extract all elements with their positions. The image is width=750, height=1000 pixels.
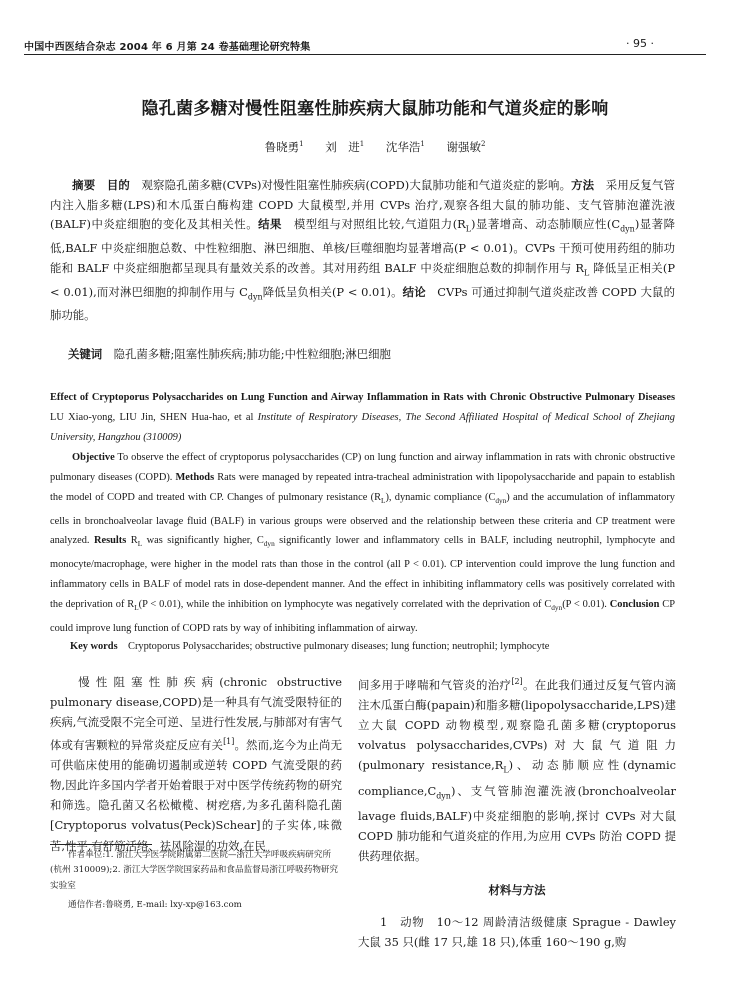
section-heading: 材料与方法	[488, 883, 546, 898]
header-rule	[24, 54, 706, 55]
footnote-contact: 通信作者:鲁晓勇, E-mail: lxy-xp@163.com	[68, 900, 242, 910]
english-title: Effect of Cryptoporus Polysaccharides on Lung Function and Airway Inflammation in Rats with Chronic Obstructive Pulmonary Diseases	[50, 392, 675, 403]
body-left-column: 慢性阻塞性肺疾病(chronic obstructive pulmonary disease,COPD)是一种具有气流受限特征的疾病,气流受限不完全可逆、呈进行性发展,与肺部对有害气体或有害颗粒的异常炎症反应有关[1]。然而,迄今为止尚无可供临床使用的能确切遏制或逆转 COPD 气流受限的药物,因此许多国内学者开始着眼于对中医学传统药物的研究和筛选。隐孔菌又名松橄榄、树疙瘩,为多孔菌科隐孔菌[Cryptoporus volvatus(Peck)Schear]的子实体,味微苦,性平,有舒筋活络、祛风除湿的功效,在民	[50, 675, 343, 853]
author: 鲁晓勇$^1$	[264, 140, 304, 154]
body-right-column: 间多用于哮喘和气管炎的治疗[2]。在此我们通过反复气管内滴注木瓜蛋白酶(papain)和脂多糖(lipopolysaccharide,LPS)建立大鼠 COPD 动物模型,观察隐孔菌多糖(cryptoporus volvatus polysaccharides,CVPs)对大鼠气道阻力(pulmonary $resistance,R_L$)、动态肺顺应性(dynamic $compliance,C_{dyn}$)、支气管肺泡灌洗液(bronchoalveolar lavage fluids,BALF)中炎症细胞的影响,探讨 CVPs 对大鼠 COPD 肺功能和气道炎症的作用,为应用 CVPs 防治 COPD 提供药理依据。 材料与方法 1 动物 10～12 周龄清洁级健康 Sprague - Dawley 大鼠 35 只(雌 17 只,雄 18 只),体重 160～190 g,购	[358, 672, 676, 952]
author: 沈华浩$^1$	[385, 140, 425, 154]
keywords-label: Key words	[70, 641, 118, 652]
chinese-abstract: 摘要 目的 观察隐孔菌多糖(CVPs)对慢性阻塞性肺疾病(COPD)大鼠肺功能和气道炎症的影响。方法 采用反复气管内注入脂多糖(LPS)和木瓜蛋白酶构建 COPD 大鼠模型,并用 CVPs 治疗,观察各组大鼠的肺功能、支气管肺泡灌洗液(BALF)中炎症细胞的变化及其相关性。结果 模型组与对照组比较,气道阻力$(R_L)$显著增高、动态肺顺应性$(C_{dyn})$显著降低,BALF 中炎症细胞总数、中性粒细胞、淋巴细胞、单核/巨噬细胞均显著增高(P < 0.01)。CVPs 干预可使用药组的肺功能和 BALF 中炎症细胞都呈现具有量效关系的改善。其对用药组 BALF 中炎症细胞总数的抑制作用与 $R_L$ 降低呈正相关(P < 0.01),而对淋巴细胞的抑制作用与 $C_{dyn}$降低呈负相关(P < 0.01)。结论 CVPs 可通过抑制气道炎症改善 COPD 大鼠的肺功能。	[50, 178, 675, 323]
author-list	[0, 139, 750, 155]
english-keywords: Key words Cryptoporus Polysaccharides; obstructive pulmonary diseases; lung function; neutrophil; lymphocyte	[70, 641, 550, 652]
citation: [1]	[223, 737, 235, 747]
author: 刘 进$^1$	[325, 140, 365, 154]
chinese-keywords: 关键词 隐孔菌多糖;阻塞性肺疾病;肺功能;中性粒细胞;淋巴细胞	[68, 347, 391, 361]
article-title: 隐孔菌多糖对慢性阻塞性肺疾病大鼠肺功能和气道炎症的影响	[141, 99, 609, 119]
footnote-affiliations: 作者单位:1. 浙江大学医学院附属第二医院—浙江大学呼吸疾病研究所(杭州 310009);2. 浙江大学医学院国家药品和食品监督局浙江呼吸药物研究实验室	[50, 850, 339, 891]
abstract-label: 摘要	[72, 178, 96, 192]
author: 谢强敏$^2$	[446, 140, 486, 154]
citation: [2]	[511, 677, 523, 686]
journal-header: 中国中西医结合杂志 2004 年 6 月第 24 卷基础理论研究特集	[24, 42, 311, 53]
affiliation: Institute of Respiratory Diseases, The Second Affiliated Hospital of Medical School of Zhejiang University, Hangzhou (310009)	[50, 411, 675, 443]
page-number: · 95 ·	[626, 37, 654, 50]
english-abstract: Effect of Cryptoporus Polysaccharides on Lung Function and Airway Inflammation in Rats with Chronic Obstructive Pulmonary Diseases LU Xiao-yong, LIU Jin, SHEN Hua-hao, et al Institute of Respiratory Diseases, The Second Affiliated Hospital of Medical School of Zhejiang University, Hangzhou (310009) Objective To observe the effect of cryptoporus polysaccharides (CP) on lung function and airway inflammation in rats with chronic obstructive pulmonary diseases (COPD). Methods Rats were managed by repeated intra-tracheal administration with lipopolysaccharide and papain to establish the model of COPD and treated with CP. Changes of pulmonary resistance $(R_L)$, dynamic compliance $(C_{dyn})$ and the accumulation of inflammatory cells in bronchoalveolar lavage fluid (BALF) in various groups were observed and the relationship between these criteria and CP treatment were analyzed. Results $R_L$ was significantly higher, $C_{dyn}$ significantly lower and inflammatory cells in BALF, including neutrophil, lymphocyte and monocyte/macrophage, were higher in the model rats than those in the control (all P < 0.01). CP intervention could improve the lung function and inflammatory cells in BALF of model rats in dose-dependent manner. And the effect in inhibiting inflammatory cells was positively correlated with the deprivation of $R_L(P < 0.01)$, while the inhibition on lymphocyte was negatively correlated with the deprivation of $C_{dyn}(P < 0.01)$. Conclusion CP could improve lung function of COPD rats by way of inhibiting inflammation of airway.	[50, 392, 676, 635]
footnote-rule	[50, 844, 152, 845]
keywords-label: 关键词	[68, 347, 103, 361]
animals-paragraph: 1 动物 10～12 周龄清洁级健康 Sprague - Dawley 大鼠 35 只(雌 17 只,雄 18 只),体重 160～190 g,购	[358, 915, 676, 950]
